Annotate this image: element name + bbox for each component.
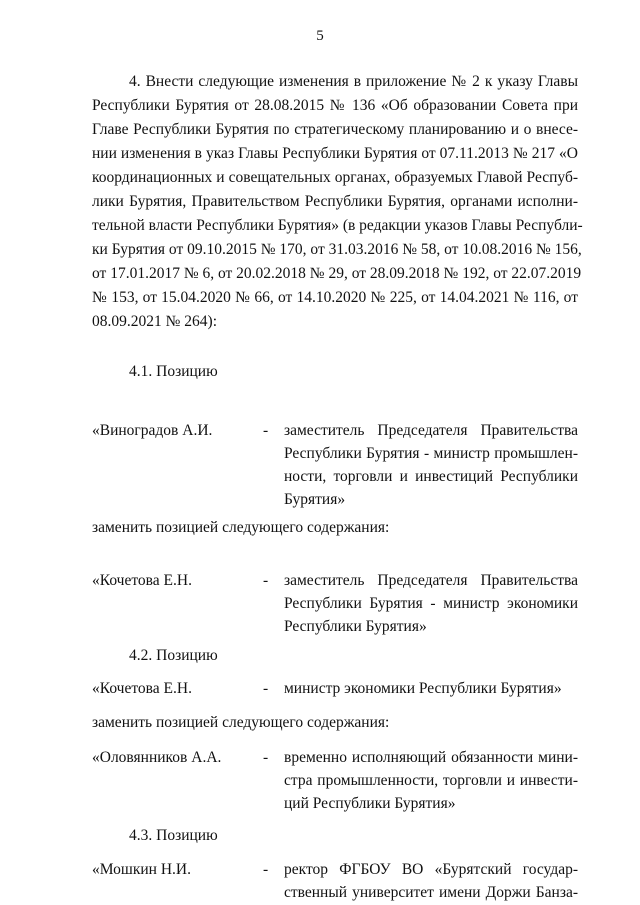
page-number: 5	[316, 28, 324, 44]
paragraph-line: Республики Бурятия от 28.08.2015 № 136 «Об образовании Совета при	[92, 97, 578, 114]
position-description-line: временно исполняющий обязанности мини-	[284, 749, 578, 766]
position-description-line: ственный университет имени Доржи Банза-	[284, 884, 578, 901]
paragraph-line: координационных и совещательных органах, образуемых Главой Респуб-	[92, 169, 578, 186]
position-description-line: министр экономики Республики Бурятия»	[284, 680, 562, 697]
position-description-line: ций Республики Бурятия»	[284, 795, 456, 812]
position-dash: -	[263, 680, 269, 697]
paragraph-line: № 153, от 15.04.2020 № 66, от 14.10.2020 № 225, от 14.04.2021 № 116, от	[92, 289, 578, 306]
position-description-line: ности, торговли и инвестиций Республики	[284, 468, 578, 485]
replace-instruction: заменить позицией следующего содержания:	[92, 714, 390, 731]
position-description-line: стра промышленности, торговли и инвести-	[284, 772, 578, 789]
position-name: «Кочетова Е.Н.	[92, 572, 192, 589]
position-dash: -	[263, 572, 269, 589]
position-description-line: заместитель Председателя Правительства	[284, 572, 578, 589]
position-description-line: Республики Бурятия - министр промышлен-	[284, 445, 578, 462]
position-dash: -	[263, 749, 269, 766]
section-heading: 4.3. Позицию	[129, 827, 218, 844]
paragraph-line: ки Бурятия от 09.10.2015 № 170, от 31.03.2016 № 58, от 10.08.2016 № 156,	[92, 241, 582, 258]
position-description-line: ректор ФГБОУ ВО «Бурятский государ-	[284, 861, 578, 878]
position-name: «Виноградов А.И.	[92, 422, 213, 439]
position-description-line: Республики Бурятия»	[284, 618, 427, 635]
position-name: «Мошкин Н.И.	[92, 861, 191, 878]
position-name: «Кочетова Е.Н.	[92, 680, 192, 697]
position-description-line: заместитель Председателя Правительства	[284, 422, 578, 439]
paragraph-line: от 17.01.2017 № 6, от 20.02.2018 № 29, от 28.09.2018 № 192, от 22.07.2019	[92, 265, 582, 282]
position-name: «Оловянников А.А.	[92, 749, 222, 766]
paragraph-line: лики Бурятия, Правительством Республики Бурятия, органами исполни-	[92, 193, 578, 210]
paragraph-line: тельной власти Республики Бурятия» (в редакции указов Главы Республи-	[92, 217, 583, 234]
paragraph-line: нии изменения в указ Главы Республики Бурятия от 07.11.2013 № 217 «О	[92, 145, 578, 162]
replace-instruction: заменить позицией следующего содержания:	[92, 519, 390, 536]
position-dash: -	[263, 422, 269, 439]
position-description-line: Республики Бурятия - министр экономики	[284, 595, 578, 612]
paragraph-line: 08.09.2021 № 264):	[92, 313, 218, 330]
paragraph-line: 4. Внести следующие изменения в приложение № 2 к указу Главы	[129, 73, 578, 90]
section-heading: 4.1. Позицию	[129, 363, 218, 380]
section-heading: 4.2. Позицию	[129, 647, 218, 664]
paragraph-line: Главе Республики Бурятия по стратегическому планированию и о внесе-	[92, 121, 578, 138]
position-dash: -	[263, 861, 269, 878]
position-description-line: Бурятия»	[284, 491, 346, 508]
